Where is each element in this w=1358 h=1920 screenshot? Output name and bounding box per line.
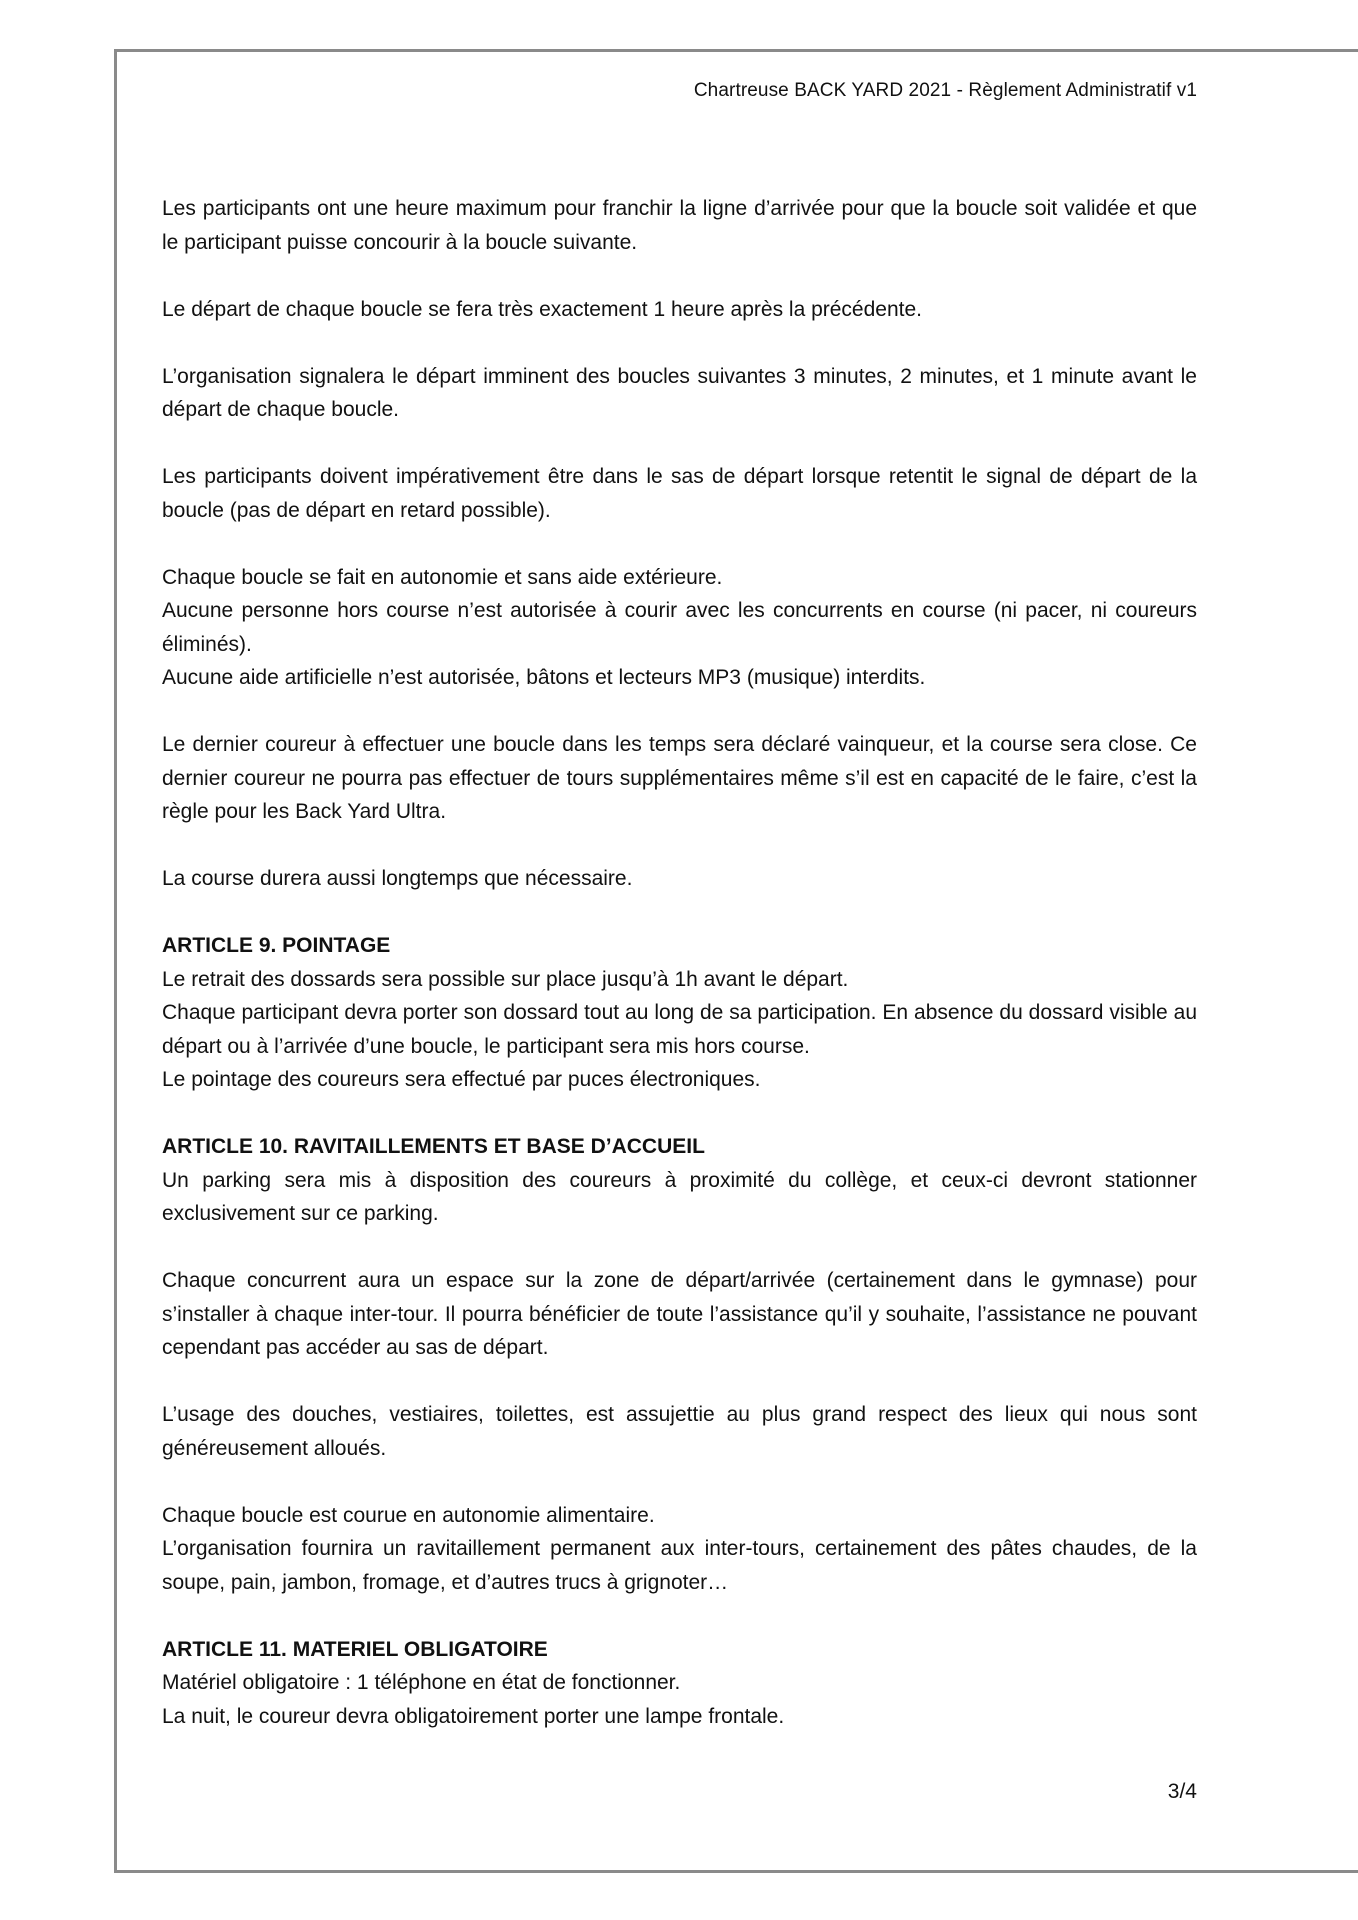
paragraph: Les participants doivent impérativement être dans le sas de départ lorsque retentit le signal de départ de la boucle (pas de départ en retard possible). — [162, 465, 1197, 522]
document-header: Chartreuse BACK YARD 2021 - Règlement Administratif v1 — [693, 80, 1197, 101]
paragraph: L’organisation signalera le départ imminent des boucles suivantes 3 minutes, 2 minutes, et 1 minute avant le départ de chaque boucle. — [162, 364, 1197, 421]
paragraph: Aucune personne hors course n’est autorisée à courir avec les concurrents en course (ni pacer, ni coureurs éliminés). — [162, 599, 1197, 656]
paragraph: Chaque boucle se fait en autonomie et sans aide extérieure. — [162, 565, 723, 589]
paragraph: L’organisation fournira un ravitaillement permanent aux inter-tours, certainement des pâtes chaudes, de la soupe, pain, jambon, fromage, et d’autres trucs à grignoter… — [162, 1537, 1197, 1594]
article-9-heading: ARTICLE 9. POINTAGE — [162, 934, 391, 957]
paragraph: L’usage des douches, vestiaires, toilettes, est assujettie au plus grand respect des lieux qui nous sont généreusement alloués. — [162, 1403, 1197, 1460]
paragraph: Le départ de chaque boucle se fera très exactement 1 heure après la précédente. — [162, 297, 922, 321]
paragraph: Le dernier coureur à effectuer une boucle dans les temps sera déclaré vainqueur, et la course sera close. Ce dernier coureur ne pourra pas effectuer de tours supplémentaires même s’il est en capacité de le faire, c’est la règle pour les Back Yard Ultra. — [162, 733, 1197, 823]
paragraph: Matériel obligatoire : 1 téléphone en état de fonctionner. — [162, 1671, 681, 1694]
paragraph: Un parking sera mis à disposition des coureurs à proximité du collège, et ceux-ci devront stationner exclusivement sur ce parking. — [162, 1168, 1197, 1225]
paragraph: La nuit, le coureur devra obligatoirement porter une lampe frontale. — [162, 1704, 785, 1728]
paragraph: Aucune aide artificielle n’est autorisée, bâtons et lecteurs MP3 (musique) interdits. — [162, 666, 926, 689]
paragraph: La course durera aussi longtemps que nécessaire. — [162, 867, 633, 890]
document-body — [162, 192, 1197, 1733]
paragraph: Chaque concurrent aura un espace sur la zone de départ/arrivée (certainement dans le gymnase) pour s’installer à chaque inter-tour. Il pourra bénéficier de toute l’assistance qu’il y souhaite, l’assistance ne pouvant cependant pas accéder au sas de départ. — [162, 1269, 1197, 1359]
paragraph: Le retrait des dossards sera possible sur place jusqu’à 1h avant le départ. — [162, 967, 849, 991]
paragraph: Les participants ont une heure maximum pour franchir la ligne d’arrivée pour que la boucle soit validée et que le participant puisse concourir à la boucle suivante. — [162, 197, 1197, 254]
page-number: 3/4 — [1167, 1780, 1197, 1803]
article-11-heading: ARTICLE 11. MATERIEL OBLIGATOIRE — [162, 1637, 548, 1661]
paragraph: Le pointage des coureurs sera effectué par puces électroniques. — [162, 1068, 761, 1091]
paragraph: Chaque boucle est courue en autonomie alimentaire. — [162, 1503, 655, 1527]
paragraph: Chaque participant devra porter son dossard tout au long de sa participation. En absence du dossard visible au départ ou à l’arrivée d’une boucle, le participant sera mis hors course. — [162, 1001, 1197, 1058]
article-10-heading: ARTICLE 10. RAVITAILLEMENTS ET BASE D’ACCUEIL — [162, 1135, 705, 1158]
